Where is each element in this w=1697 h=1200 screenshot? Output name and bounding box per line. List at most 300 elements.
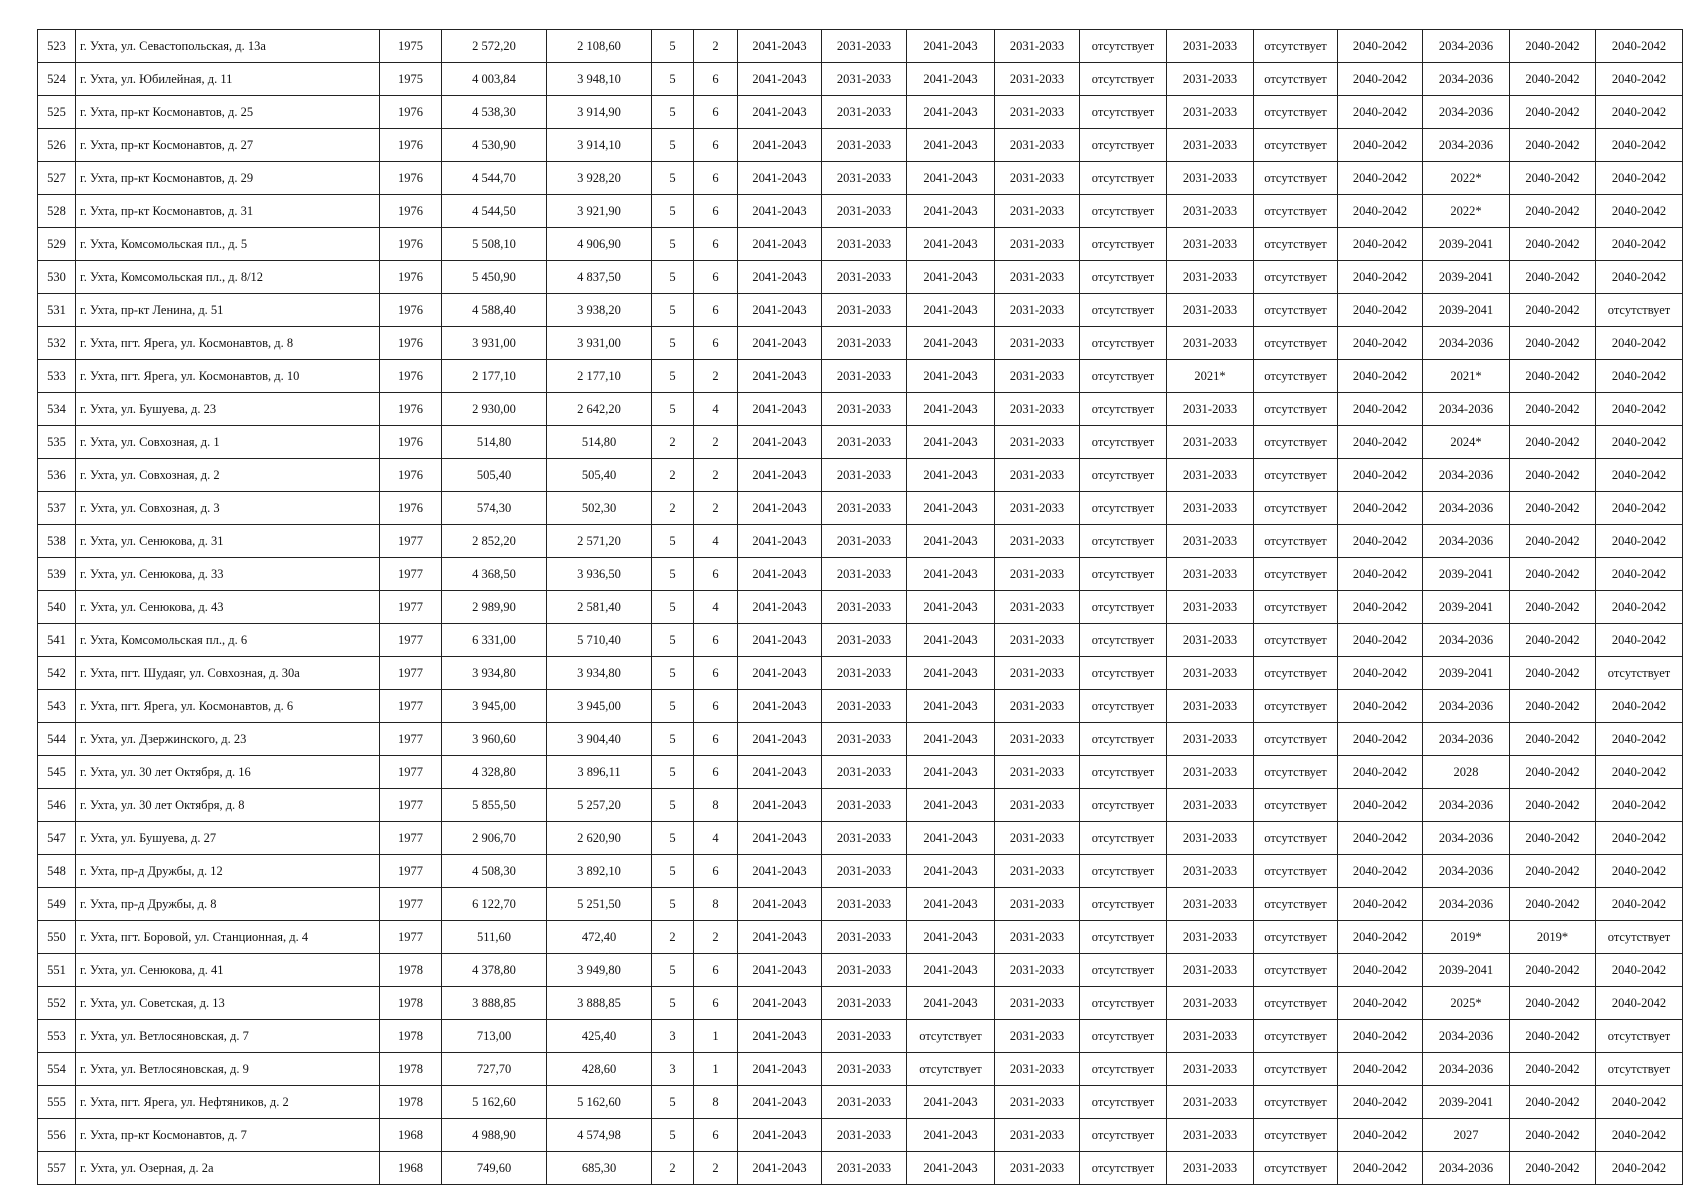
cell-total-area: 514,80 <box>442 426 547 459</box>
cell-floors: 5 <box>652 228 694 261</box>
cell-period-col-14: отсутствует <box>1254 987 1338 1020</box>
cell-living-area: 505,40 <box>547 459 652 492</box>
cell-period-col-16: 2034-2036 <box>1423 1053 1510 1086</box>
cell-address: г. Ухта, ул. Сенюкова, д. 31 <box>76 525 380 558</box>
cell-period-col-12: отсутствует <box>1080 558 1167 591</box>
cell-period-col-13: 2021* <box>1167 360 1254 393</box>
cell-row-number: 524 <box>38 63 76 96</box>
cell-period-col-12: отсутствует <box>1080 855 1167 888</box>
table-row <box>38 63 1683 96</box>
cell-period-col-11: 2031-2033 <box>995 261 1080 294</box>
cell-row-number: 526 <box>38 129 76 162</box>
cell-year-built: 1976 <box>380 261 442 294</box>
cell-row-number: 547 <box>38 822 76 855</box>
cell-total-area: 5 450,90 <box>442 261 547 294</box>
cell-period-col-16: 2039-2041 <box>1423 1086 1510 1119</box>
cell-period-col-9: 2031-2033 <box>822 1152 907 1185</box>
cell-period-col-11: 2031-2033 <box>995 1086 1080 1119</box>
cell-period-col-9: 2031-2033 <box>822 195 907 228</box>
cell-total-area: 3 931,00 <box>442 327 547 360</box>
cell-living-area: 4 906,90 <box>547 228 652 261</box>
cell-entrances: 6 <box>694 657 738 690</box>
cell-period-col-9: 2031-2033 <box>822 921 907 954</box>
cell-address: г. Ухта, пр-д Дружбы, д. 12 <box>76 855 380 888</box>
cell-living-area: 5 257,20 <box>547 789 652 822</box>
cell-row-number: 528 <box>38 195 76 228</box>
cell-period-col-17: 2040-2042 <box>1510 96 1596 129</box>
cell-period-col-18: 2040-2042 <box>1596 459 1683 492</box>
cell-total-area: 4 544,70 <box>442 162 547 195</box>
cell-period-col-13: 2031-2033 <box>1167 129 1254 162</box>
cell-floors: 5 <box>652 822 694 855</box>
cell-floors: 5 <box>652 195 694 228</box>
cell-entrances: 6 <box>694 195 738 228</box>
cell-period-col-11: 2031-2033 <box>995 690 1080 723</box>
cell-total-area: 4 588,40 <box>442 294 547 327</box>
table-row <box>38 954 1683 987</box>
cell-period-col-14: отсутствует <box>1254 954 1338 987</box>
cell-floors: 5 <box>652 855 694 888</box>
cell-period-col-9: 2031-2033 <box>822 1119 907 1152</box>
cell-total-area: 3 960,60 <box>442 723 547 756</box>
cell-row-number: 523 <box>38 30 76 63</box>
cell-period-col-13: 2031-2033 <box>1167 327 1254 360</box>
cell-period-col-11: 2031-2033 <box>995 756 1080 789</box>
cell-period-col-9: 2031-2033 <box>822 129 907 162</box>
cell-period-col-14: отсутствует <box>1254 690 1338 723</box>
cell-period-col-8: 2041-2043 <box>738 789 822 822</box>
cell-period-col-11: 2031-2033 <box>995 987 1080 1020</box>
cell-year-built: 1976 <box>380 426 442 459</box>
cell-period-col-10: 2041-2043 <box>907 723 995 756</box>
cell-year-built: 1976 <box>380 327 442 360</box>
document-page <box>37 29 1683 1185</box>
cell-period-col-17: 2040-2042 <box>1510 63 1596 96</box>
cell-address: г. Ухта, ул. Севастопольская, д. 13а <box>76 30 380 63</box>
cell-period-col-12: отсутствует <box>1080 1053 1167 1086</box>
cell-period-col-9: 2031-2033 <box>822 591 907 624</box>
cell-address: г. Ухта, ул. Бушуева, д. 23 <box>76 393 380 426</box>
housing-repair-table <box>37 29 1683 1185</box>
cell-period-col-12: отсутствует <box>1080 261 1167 294</box>
cell-floors: 5 <box>652 162 694 195</box>
cell-period-col-15: 2040-2042 <box>1338 822 1423 855</box>
cell-period-col-13: 2031-2033 <box>1167 723 1254 756</box>
cell-period-col-14: отсутствует <box>1254 393 1338 426</box>
cell-year-built: 1978 <box>380 1053 442 1086</box>
cell-living-area: 5 710,40 <box>547 624 652 657</box>
cell-period-col-16: 2028 <box>1423 756 1510 789</box>
cell-period-col-12: отсутствует <box>1080 1119 1167 1152</box>
cell-period-col-11: 2031-2033 <box>995 492 1080 525</box>
cell-period-col-9: 2031-2033 <box>822 987 907 1020</box>
cell-total-area: 4 544,50 <box>442 195 547 228</box>
cell-entrances: 8 <box>694 888 738 921</box>
cell-period-col-12: отсутствует <box>1080 723 1167 756</box>
cell-period-col-8: 2041-2043 <box>738 162 822 195</box>
cell-living-area: 3 949,80 <box>547 954 652 987</box>
cell-period-col-13: 2031-2033 <box>1167 393 1254 426</box>
cell-period-col-9: 2031-2033 <box>822 1020 907 1053</box>
cell-address: г. Ухта, ул. 30 лет Октября, д. 8 <box>76 789 380 822</box>
cell-floors: 5 <box>652 63 694 96</box>
cell-total-area: 3 945,00 <box>442 690 547 723</box>
cell-living-area: 3 921,90 <box>547 195 652 228</box>
cell-period-col-12: отсутствует <box>1080 162 1167 195</box>
cell-period-col-15: 2040-2042 <box>1338 921 1423 954</box>
cell-total-area: 5 162,60 <box>442 1086 547 1119</box>
cell-period-col-10: 2041-2043 <box>907 1119 995 1152</box>
cell-period-col-10: 2041-2043 <box>907 96 995 129</box>
cell-period-col-16: 2039-2041 <box>1423 261 1510 294</box>
cell-period-col-9: 2031-2033 <box>822 558 907 591</box>
cell-living-area: 2 620,90 <box>547 822 652 855</box>
cell-period-col-18: 2040-2042 <box>1596 360 1683 393</box>
cell-row-number: 530 <box>38 261 76 294</box>
cell-period-col-15: 2040-2042 <box>1338 855 1423 888</box>
cell-period-col-17: 2040-2042 <box>1510 360 1596 393</box>
cell-period-col-12: отсутствует <box>1080 63 1167 96</box>
cell-row-number: 539 <box>38 558 76 591</box>
cell-period-col-14: отсутствует <box>1254 591 1338 624</box>
cell-period-col-10: 2041-2043 <box>907 954 995 987</box>
cell-period-col-12: отсутствует <box>1080 1086 1167 1119</box>
table-row <box>38 756 1683 789</box>
cell-address: г. Ухта, Комсомольская пл., д. 5 <box>76 228 380 261</box>
cell-entrances: 6 <box>694 228 738 261</box>
cell-period-col-10: 2041-2043 <box>907 591 995 624</box>
cell-entrances: 6 <box>694 690 738 723</box>
cell-period-col-16: 2034-2036 <box>1423 129 1510 162</box>
cell-period-col-13: 2031-2033 <box>1167 855 1254 888</box>
cell-period-col-17: 2040-2042 <box>1510 1119 1596 1152</box>
cell-period-col-12: отсутствует <box>1080 789 1167 822</box>
cell-period-col-8: 2041-2043 <box>738 294 822 327</box>
cell-entrances: 6 <box>694 261 738 294</box>
cell-period-col-10: 2041-2043 <box>907 30 995 63</box>
cell-period-col-15: 2040-2042 <box>1338 789 1423 822</box>
cell-period-col-16: 2025* <box>1423 987 1510 1020</box>
cell-period-col-14: отсутствует <box>1254 822 1338 855</box>
cell-period-col-16: 2034-2036 <box>1423 393 1510 426</box>
cell-period-col-18: 2040-2042 <box>1596 327 1683 360</box>
cell-living-area: 2 108,60 <box>547 30 652 63</box>
cell-period-col-10: 2041-2043 <box>907 987 995 1020</box>
cell-floors: 5 <box>652 393 694 426</box>
cell-period-col-13: 2031-2033 <box>1167 756 1254 789</box>
cell-row-number: 552 <box>38 987 76 1020</box>
cell-period-col-16: 2034-2036 <box>1423 525 1510 558</box>
cell-living-area: 685,30 <box>547 1152 652 1185</box>
cell-living-area: 3 938,20 <box>547 294 652 327</box>
cell-entrances: 6 <box>694 756 738 789</box>
cell-year-built: 1976 <box>380 96 442 129</box>
cell-period-col-17: 2040-2042 <box>1510 228 1596 261</box>
cell-row-number: 537 <box>38 492 76 525</box>
cell-row-number: 525 <box>38 96 76 129</box>
cell-period-col-8: 2041-2043 <box>738 657 822 690</box>
cell-year-built: 1977 <box>380 855 442 888</box>
cell-period-col-10: 2041-2043 <box>907 162 995 195</box>
cell-period-col-8: 2041-2043 <box>738 30 822 63</box>
cell-address: г. Ухта, ул. Сенюкова, д. 33 <box>76 558 380 591</box>
cell-period-col-15: 2040-2042 <box>1338 558 1423 591</box>
cell-entrances: 6 <box>694 723 738 756</box>
cell-period-col-15: 2040-2042 <box>1338 954 1423 987</box>
cell-period-col-15: 2040-2042 <box>1338 30 1423 63</box>
cell-period-col-17: 2040-2042 <box>1510 492 1596 525</box>
cell-living-area: 3 914,10 <box>547 129 652 162</box>
cell-period-col-15: 2040-2042 <box>1338 426 1423 459</box>
cell-address: г. Ухта, пгт. Ярега, ул. Космонавтов, д. 8 <box>76 327 380 360</box>
cell-period-col-17: 2040-2042 <box>1510 261 1596 294</box>
cell-period-col-11: 2031-2033 <box>995 1152 1080 1185</box>
cell-year-built: 1978 <box>380 1086 442 1119</box>
cell-period-col-17: 2040-2042 <box>1510 558 1596 591</box>
cell-period-col-18: 2040-2042 <box>1596 195 1683 228</box>
cell-period-col-16: 2034-2036 <box>1423 1152 1510 1185</box>
cell-period-col-15: 2040-2042 <box>1338 591 1423 624</box>
cell-period-col-14: отсутствует <box>1254 657 1338 690</box>
cell-period-col-18: 2040-2042 <box>1596 228 1683 261</box>
cell-entrances: 6 <box>694 327 738 360</box>
cell-period-col-8: 2041-2043 <box>738 690 822 723</box>
cell-period-col-9: 2031-2033 <box>822 393 907 426</box>
cell-period-col-16: 2034-2036 <box>1423 723 1510 756</box>
cell-entrances: 6 <box>694 1119 738 1152</box>
cell-period-col-11: 2031-2033 <box>995 921 1080 954</box>
cell-period-col-13: 2031-2033 <box>1167 228 1254 261</box>
cell-period-col-8: 2041-2043 <box>738 261 822 294</box>
cell-period-col-14: отсутствует <box>1254 162 1338 195</box>
cell-period-col-17: 2040-2042 <box>1510 756 1596 789</box>
cell-period-col-8: 2041-2043 <box>738 1152 822 1185</box>
cell-period-col-8: 2041-2043 <box>738 459 822 492</box>
cell-period-col-13: 2031-2033 <box>1167 888 1254 921</box>
cell-year-built: 1977 <box>380 822 442 855</box>
cell-living-area: 2 177,10 <box>547 360 652 393</box>
cell-year-built: 1977 <box>380 657 442 690</box>
cell-living-area: 3 934,80 <box>547 657 652 690</box>
cell-period-col-17: 2040-2042 <box>1510 459 1596 492</box>
cell-period-col-14: отсутствует <box>1254 228 1338 261</box>
table-row <box>38 657 1683 690</box>
cell-total-area: 2 906,70 <box>442 822 547 855</box>
cell-total-area: 713,00 <box>442 1020 547 1053</box>
cell-period-col-17: 2040-2042 <box>1510 162 1596 195</box>
cell-entrances: 2 <box>694 492 738 525</box>
cell-period-col-14: отсутствует <box>1254 1119 1338 1152</box>
cell-period-col-17: 2040-2042 <box>1510 1152 1596 1185</box>
cell-period-col-14: отсутствует <box>1254 294 1338 327</box>
cell-entrances: 2 <box>694 360 738 393</box>
cell-entrances: 8 <box>694 1086 738 1119</box>
cell-floors: 5 <box>652 360 694 393</box>
cell-row-number: 550 <box>38 921 76 954</box>
cell-period-col-9: 2031-2033 <box>822 261 907 294</box>
cell-period-col-12: отсутствует <box>1080 888 1167 921</box>
cell-total-area: 6 122,70 <box>442 888 547 921</box>
cell-period-col-13: 2031-2033 <box>1167 1152 1254 1185</box>
cell-address: г. Ухта, ул. Ветлосяновская, д. 7 <box>76 1020 380 1053</box>
cell-living-area: 3 896,11 <box>547 756 652 789</box>
cell-floors: 5 <box>652 96 694 129</box>
cell-row-number: 540 <box>38 591 76 624</box>
cell-period-col-16: 2034-2036 <box>1423 30 1510 63</box>
cell-period-col-16: 2034-2036 <box>1423 459 1510 492</box>
cell-period-col-16: 2021* <box>1423 360 1510 393</box>
cell-period-col-18: 2040-2042 <box>1596 1152 1683 1185</box>
cell-entrances: 2 <box>694 30 738 63</box>
cell-address: г. Ухта, ул. 30 лет Октября, д. 16 <box>76 756 380 789</box>
cell-living-area: 2 571,20 <box>547 525 652 558</box>
table-row <box>38 855 1683 888</box>
cell-total-area: 2 989,90 <box>442 591 547 624</box>
cell-period-col-11: 2031-2033 <box>995 1020 1080 1053</box>
cell-period-col-16: 2034-2036 <box>1423 624 1510 657</box>
cell-period-col-16: 2019* <box>1423 921 1510 954</box>
table-row <box>38 492 1683 525</box>
cell-floors: 5 <box>652 756 694 789</box>
table-row <box>38 1020 1683 1053</box>
cell-floors: 3 <box>652 1053 694 1086</box>
cell-year-built: 1977 <box>380 558 442 591</box>
cell-row-number: 542 <box>38 657 76 690</box>
cell-period-col-8: 2041-2043 <box>738 558 822 591</box>
cell-period-col-12: отсутствует <box>1080 822 1167 855</box>
cell-period-col-12: отсутствует <box>1080 492 1167 525</box>
cell-year-built: 1978 <box>380 954 442 987</box>
cell-living-area: 3 936,50 <box>547 558 652 591</box>
cell-period-col-8: 2041-2043 <box>738 1020 822 1053</box>
cell-living-area: 425,40 <box>547 1020 652 1053</box>
cell-floors: 5 <box>652 1086 694 1119</box>
cell-period-col-14: отсутствует <box>1254 921 1338 954</box>
cell-total-area: 4 368,50 <box>442 558 547 591</box>
cell-period-col-13: 2031-2033 <box>1167 987 1254 1020</box>
cell-period-col-16: 2039-2041 <box>1423 558 1510 591</box>
cell-period-col-13: 2031-2033 <box>1167 591 1254 624</box>
cell-floors: 5 <box>652 129 694 162</box>
cell-entrances: 6 <box>694 987 738 1020</box>
cell-year-built: 1977 <box>380 723 442 756</box>
table-row <box>38 624 1683 657</box>
cell-living-area: 3 948,10 <box>547 63 652 96</box>
cell-entrances: 4 <box>694 393 738 426</box>
cell-period-col-18: 2040-2042 <box>1596 1119 1683 1152</box>
cell-period-col-10: 2041-2043 <box>907 360 995 393</box>
cell-year-built: 1976 <box>380 129 442 162</box>
cell-period-col-18: 2040-2042 <box>1596 492 1683 525</box>
cell-period-col-14: отсутствует <box>1254 756 1338 789</box>
cell-period-col-14: отсутствует <box>1254 1020 1338 1053</box>
cell-period-col-13: 2031-2033 <box>1167 657 1254 690</box>
cell-period-col-16: 2034-2036 <box>1423 96 1510 129</box>
cell-living-area: 3 945,00 <box>547 690 652 723</box>
cell-period-col-16: 2022* <box>1423 162 1510 195</box>
cell-living-area: 514,80 <box>547 426 652 459</box>
cell-period-col-8: 2041-2043 <box>738 195 822 228</box>
cell-period-col-11: 2031-2033 <box>995 162 1080 195</box>
cell-period-col-8: 2041-2043 <box>738 426 822 459</box>
cell-period-col-11: 2031-2033 <box>995 1119 1080 1152</box>
cell-total-area: 5 855,50 <box>442 789 547 822</box>
cell-period-col-10: 2041-2043 <box>907 492 995 525</box>
cell-period-col-16: 2034-2036 <box>1423 63 1510 96</box>
cell-period-col-18: 2040-2042 <box>1596 129 1683 162</box>
cell-period-col-14: отсутствует <box>1254 261 1338 294</box>
cell-period-col-13: 2031-2033 <box>1167 624 1254 657</box>
cell-period-col-8: 2041-2043 <box>738 591 822 624</box>
cell-year-built: 1978 <box>380 987 442 1020</box>
cell-period-col-12: отсутствует <box>1080 624 1167 657</box>
cell-address: г. Ухта, ул. Совхозная, д. 3 <box>76 492 380 525</box>
cell-period-col-18: отсутствует <box>1596 1020 1683 1053</box>
cell-living-area: 3 888,85 <box>547 987 652 1020</box>
cell-period-col-14: отсутствует <box>1254 855 1338 888</box>
cell-living-area: 5 162,60 <box>547 1086 652 1119</box>
cell-year-built: 1975 <box>380 63 442 96</box>
cell-period-col-13: 2031-2033 <box>1167 30 1254 63</box>
table-row <box>38 1086 1683 1119</box>
cell-period-col-9: 2031-2033 <box>822 954 907 987</box>
cell-total-area: 3 934,80 <box>442 657 547 690</box>
cell-period-col-12: отсутствует <box>1080 525 1167 558</box>
cell-living-area: 3 931,00 <box>547 327 652 360</box>
cell-period-col-13: 2031-2033 <box>1167 525 1254 558</box>
table-row <box>38 261 1683 294</box>
cell-period-col-9: 2031-2033 <box>822 888 907 921</box>
cell-address: г. Ухта, пгт. Ярега, ул. Космонавтов, д. 10 <box>76 360 380 393</box>
table-row <box>38 162 1683 195</box>
cell-period-col-16: 2034-2036 <box>1423 690 1510 723</box>
cell-floors: 2 <box>652 459 694 492</box>
cell-period-col-12: отсутствует <box>1080 1020 1167 1053</box>
cell-floors: 5 <box>652 888 694 921</box>
cell-period-col-11: 2031-2033 <box>995 294 1080 327</box>
cell-period-col-10: 2041-2043 <box>907 459 995 492</box>
cell-period-col-13: 2031-2033 <box>1167 1119 1254 1152</box>
cell-address: г. Ухта, ул. Озерная, д. 2а <box>76 1152 380 1185</box>
table-row <box>38 30 1683 63</box>
cell-period-col-12: отсутствует <box>1080 426 1167 459</box>
cell-period-col-14: отсутствует <box>1254 888 1338 921</box>
cell-period-col-10: 2041-2043 <box>907 228 995 261</box>
cell-period-col-12: отсутствует <box>1080 228 1167 261</box>
cell-period-col-9: 2031-2033 <box>822 63 907 96</box>
cell-period-col-10: 2041-2043 <box>907 624 995 657</box>
cell-period-col-17: 2040-2042 <box>1510 1053 1596 1086</box>
cell-address: г. Ухта, ул. Ветлосяновская, д. 9 <box>76 1053 380 1086</box>
cell-period-col-17: 2040-2042 <box>1510 30 1596 63</box>
cell-period-col-18: 2040-2042 <box>1596 723 1683 756</box>
cell-period-col-11: 2031-2033 <box>995 591 1080 624</box>
cell-row-number: 546 <box>38 789 76 822</box>
cell-period-col-17: 2040-2042 <box>1510 888 1596 921</box>
cell-row-number: 555 <box>38 1086 76 1119</box>
cell-period-col-18: 2040-2042 <box>1596 1086 1683 1119</box>
cell-period-col-18: 2040-2042 <box>1596 96 1683 129</box>
cell-period-col-10: 2041-2043 <box>907 426 995 459</box>
cell-period-col-8: 2041-2043 <box>738 624 822 657</box>
cell-floors: 2 <box>652 921 694 954</box>
cell-period-col-13: 2031-2033 <box>1167 1020 1254 1053</box>
cell-total-area: 4 988,90 <box>442 1119 547 1152</box>
cell-period-col-18: 2040-2042 <box>1596 558 1683 591</box>
cell-living-area: 4 574,98 <box>547 1119 652 1152</box>
cell-period-col-9: 2031-2033 <box>822 789 907 822</box>
cell-entrances: 6 <box>694 624 738 657</box>
